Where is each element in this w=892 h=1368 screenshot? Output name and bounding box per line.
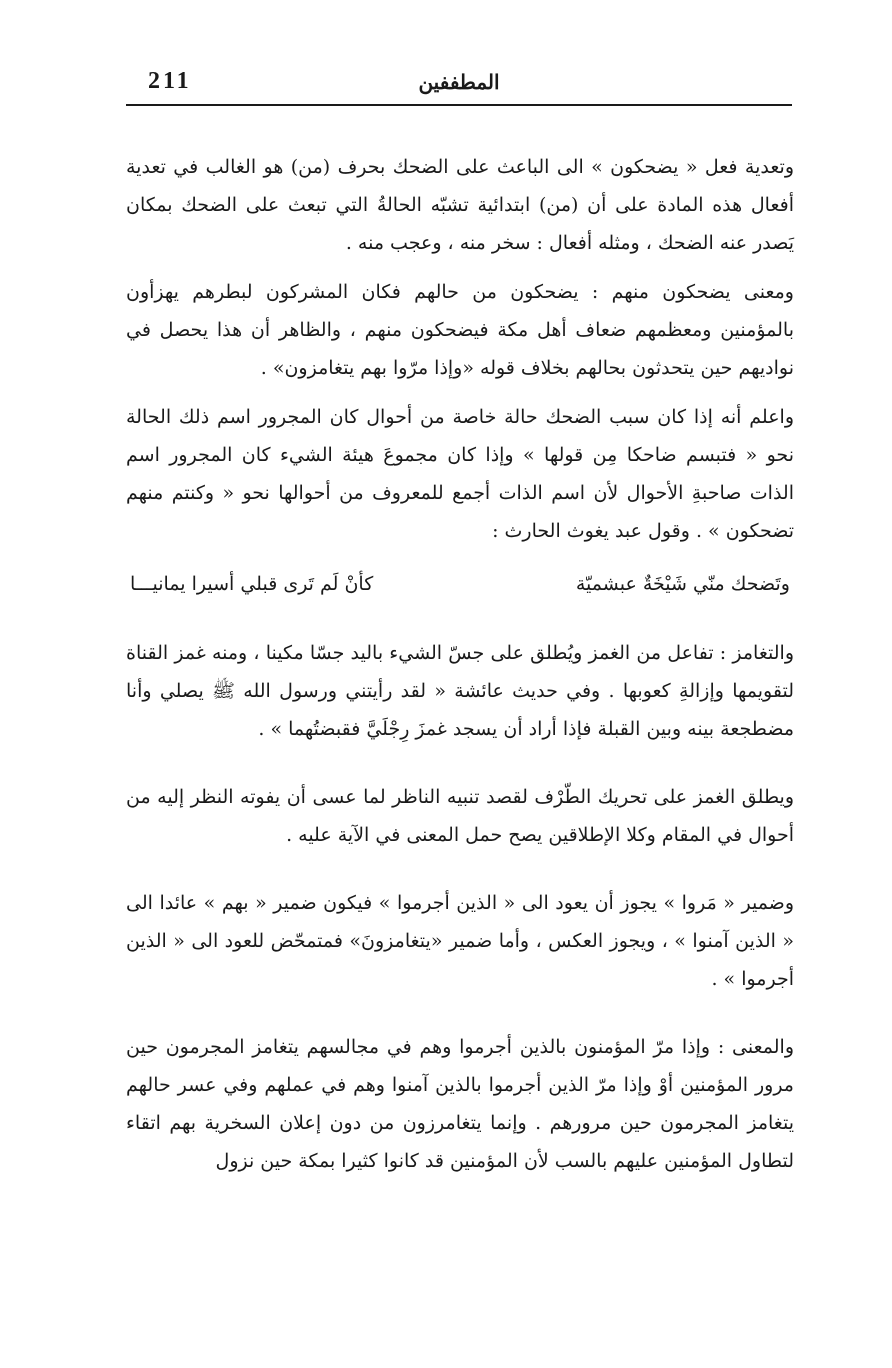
page-number: 211 xyxy=(148,68,192,94)
running-title: المطففين xyxy=(418,70,500,94)
paragraph-overall-meaning: والمعنى : وإذا مرّ المؤمنون بالذين أجرموا وهم في مجالسهم يتغامز المجرمون حين مرور المؤمنين أوْ وإذا مرّ الذين أجرموا بالذين آمنوا وهم في عملهم وفي عسر حالهم يتغامز المجرمون حين مرورهم . وإنما يتغامرزون من دون إعلان السخرية بهم اتقاء لتطاول المؤمنين عليهم بالسب لأن المؤمنين قد كانوا كثيرا بمكة حين نزول xyxy=(126,1036,794,1172)
paragraph-winking-glance: ويطلق الغمز على تحريك الطّرْف لقصد تنبيه الناظر لما عسى أن يفوته النظر إليه من أحوال في المقام وكلا الإطلاقين يصح حمل المعنى في الآية عليه . xyxy=(126,786,794,846)
paragraph-transitivity: وتعدية فعل « يضحكون » الى الباعث على الضحك بحرف (من) هو الغالب في تعدية أفعال هذه المادة على أن (من) ابتدائية تشبّه الحالةُ التي تبعث على الضحك بمكان يَصدر عنه الضحك ، ومثله أفعال : سخر منه ، وعجب منه . xyxy=(126,156,794,254)
paragraph-cause-of-laughter: واعلم أنه إذا كان سبب الضحك حالة خاصة من أحوال كان المجرور اسم ذلك الحالة نحو « فتبسم ضاحكا مِن قولها » وإذا كان مجموعَ هيئة الشيء كان المجرور اسم الذات صاحبةِ الأحوال لأن اسم الذات أجمع للمعروف من أحوالها نحو « وكنتم منهم تضحكون » . وقول عبد يغوث الحارث : xyxy=(126,406,794,542)
page-header xyxy=(126,64,792,106)
paragraph-pronoun-reference: وضمير « مَروا » يجوز أن يعود الى « الذين أجرموا » فيكون ضمير « بهم » عائدا الى « الذين آمنوا » ، ويجوز العكس ، وأما ضمير «يتغامزونَ» فمتمحّض للعود الى « الذين أجرموا » . xyxy=(126,892,794,990)
verse-second-hemistich: كأنْ لَم تَرى قبلي أسيرا يمانيـــا xyxy=(130,573,374,595)
paragraph-winking-definition: والتغامز : تفاعل من الغمز ويُطلق على جسّ الشيء باليد جسّا مكينا ، ومنه غمز القناة لتقويمها وإزالةِ كعوبها . وفي حديث عائشة « لقد رأيتني ورسول الله ﷺ يصلي وأنا مضطجعة بينه وبين القبلة فإذا أراد أن يسجد غمزَ رِجْلَيَّ فقبضتُهما » . xyxy=(126,642,794,740)
page-body xyxy=(126,148,794,1180)
verse-first-hemistich: وتَضحك منّي شَيْخَةٌ عبشميّة xyxy=(575,573,790,595)
paragraph-laughing-meaning: ومعنى يضحكون منهم : يضحكون من حالهم فكان المشركون لبطرهم يهزأون بالمؤمنين ومعظمهم ضعاف أهل مكة فيضحكون منهم ، والظاهر أن هذا يحصل في نواديهم حين يتحدثون بحالهم بخلاف قوله «وإذا مرّوا بهم يتغامزون» . xyxy=(126,281,794,379)
poetry-verse xyxy=(126,564,794,604)
